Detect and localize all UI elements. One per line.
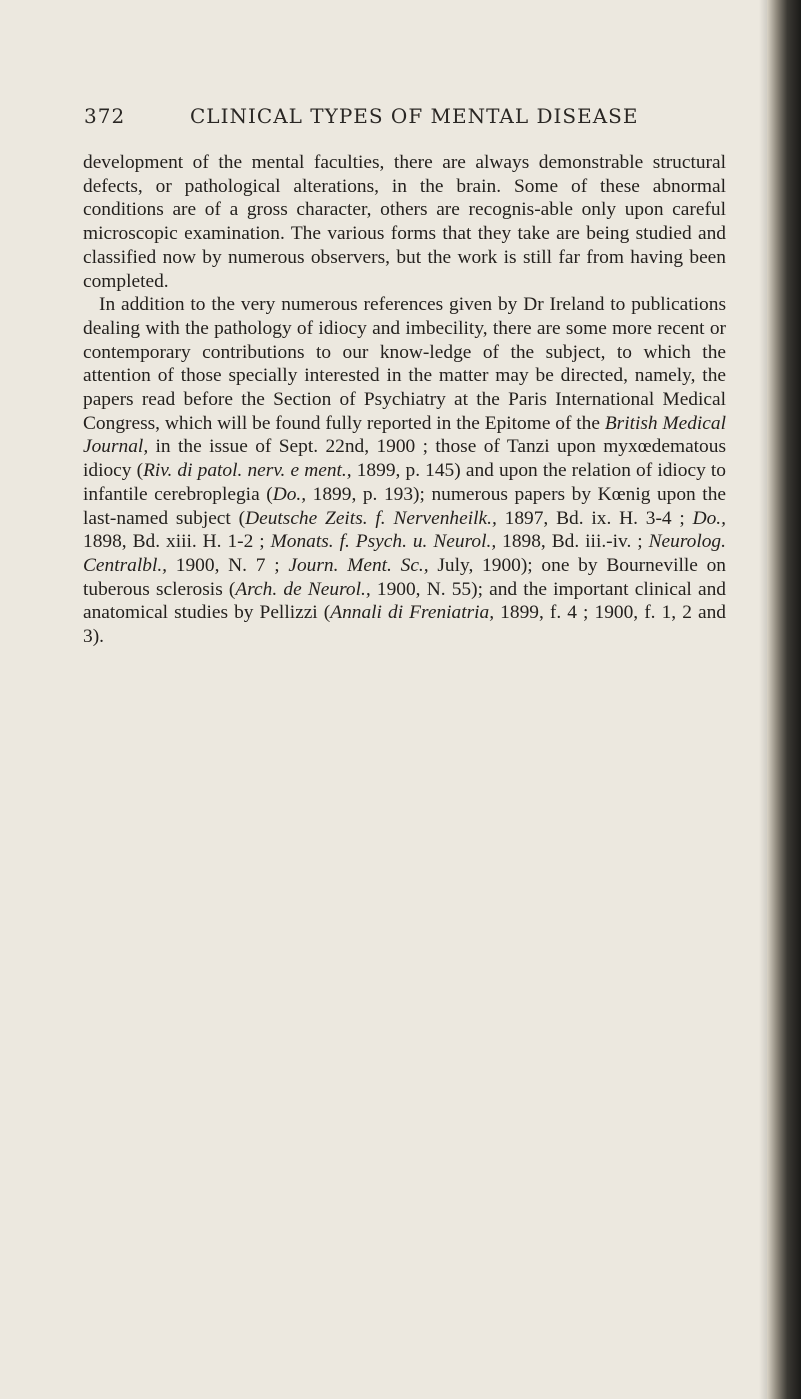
text-run: 1899, f. 4 ; 1900, f. 1, 2 and 3).	[83, 602, 726, 648]
page-header	[84, 104, 724, 134]
text-run: 1900, N. 7 ;	[167, 554, 289, 576]
paragraph-1-text: development of the mental faculties, there are always demonstrable structural defects, or pathological alterations, in the brain. Some of these abnormal conditions are of a gross character, others are recognis-able only upon careful microscopic examination. The various forms that they take are being studied and classified now by numerous observers, but the work is still far from having been completed.	[83, 152, 726, 292]
page-number: 372	[84, 104, 126, 128]
citation-title: British Medical Journal,	[83, 412, 727, 458]
text-run: 1898, Bd. xiii. H. 1-2 ;	[83, 531, 271, 553]
text-run: 1899, p. 193); numerous papers by Kœnig upon the last-named subject (	[83, 483, 726, 529]
text-run: 1900, N. 55); and the important clinical and anatomical studies by Pellizzi (	[83, 578, 726, 624]
citation-title: Arch. de Neurol.,	[235, 578, 371, 600]
citation-title: Deutsche Zeits. f. Nervenheilk.,	[245, 507, 497, 529]
text-run: 1897, Bd. ix. H. 3-4 ;	[496, 507, 693, 529]
citation-title: Do.,	[272, 483, 307, 505]
citation-title: Monats. f. Psych. u. Neurol.,	[270, 531, 497, 553]
page-edge	[767, 0, 801, 1399]
citation-title: Annali di Freniatria,	[330, 602, 495, 624]
text-run: In addition to the very numerous references given by Dr Ireland to publications dealing with the pathology of idiocy and imbecility, there are some more recent or contemporary contributions to our know-ledge of the subject, to which the attention of those specially interested in the matter may be directed, namely, the papers read before the Section of Psychiatry at the Paris International Medical Congress, which will be found fully reported in the Epitome of the	[83, 294, 726, 434]
text-run: 1899, p. 145) and upon the relation of idiocy to infantile cerebroplegia (	[83, 460, 726, 505]
text-run: in the issue of Sept. 22nd, 1900 ; those of Tanzi upon myxœdematous idiocy (	[83, 436, 726, 482]
text-run: July, 1900); one by Bourneville on tuberous sclerosis (	[83, 554, 727, 600]
citation-title: Do.,	[692, 507, 727, 529]
citation-title: Neurolog. Centralbl.,	[83, 531, 726, 576]
paragraph-2	[83, 293, 726, 649]
body-text	[83, 151, 726, 649]
citation-title: Journ. Ment. Sc.,	[288, 554, 429, 576]
running-head: CLINICAL TYPES OF MENTAL DISEASE	[190, 104, 639, 128]
paragraph-1	[83, 151, 726, 293]
citation-title: Riv. di patol. nerv. e ment.,	[143, 460, 352, 482]
text-run: 1898, Bd. iii.-iv. ;	[496, 531, 649, 553]
page-gutter-shadow	[759, 0, 767, 1399]
